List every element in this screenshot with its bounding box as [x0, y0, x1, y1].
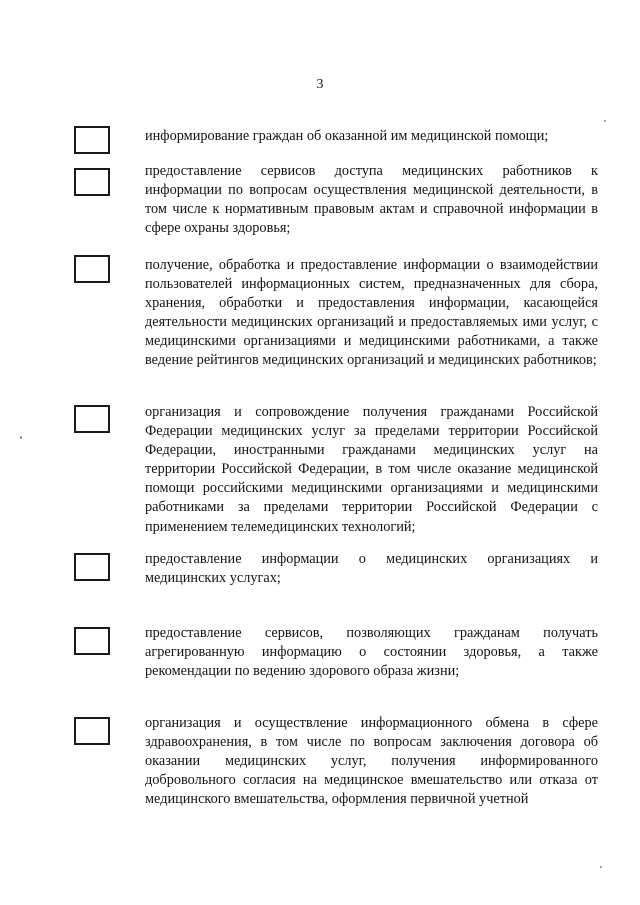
- item-text: предоставление информации о медицинских организациях и медицинских услугах;: [145, 551, 598, 587]
- item-text: получение, обработка и предоставление информации о взаимодействии пользователей информационных систем, предназначенных для сбора, хранения, обработки и предоставления информации, касающейся деятельности медицинских организаций и предоставляемых ими услуг, с медицинскими организациями и медицинскими работниками, а также ведение рейтингов медицинских организаций и медицинских работников;: [145, 257, 598, 369]
- scan-speck: [604, 120, 606, 122]
- item-checkbox[interactable]: [74, 126, 110, 154]
- item-text: предоставление сервисов, позволяющих гражданам получать агрегированную информацию о состоянии здоровья, а также рекомендации по ведению здорового образа жизни;: [145, 625, 598, 680]
- item-text: организация и сопровождение получения гражданами Российской Федерации медицинских услуг за пределами территории Российской Федерации, иностранными гражданами медицинских услуг на территории Российской Федерации, в том числе оказание медицинской помощи российскими медицинскими организациями и медицинскими работниками за пределами территории Российской Федерации с применением телемедицинских технологий;: [145, 404, 598, 535]
- scan-speck: [20, 436, 22, 439]
- item-checkbox[interactable]: [74, 717, 110, 745]
- item-checkbox[interactable]: [74, 553, 110, 581]
- item-text: предоставление сервисов доступа медицинских работников к информации по вопросам осуществления медицинской деятельности, в том числе к нормативным правовым актам и справочной информации в сфере охраны здоровья;: [145, 163, 598, 237]
- item-checkbox[interactable]: [74, 627, 110, 655]
- scan-speck: [600, 866, 602, 868]
- item-checkbox[interactable]: [74, 168, 110, 196]
- item-text: информирование граждан об оказанной им медицинской помощи;: [145, 128, 549, 144]
- item-checkbox[interactable]: [74, 405, 110, 433]
- page-number: 3: [316, 77, 324, 92]
- item-checkbox[interactable]: [74, 255, 110, 283]
- item-text: организация и осуществление информационного обмена в сфере здравоохранения, в том числе по вопросам заключения договора об оказании медицинских услуг, получения информированного добровольного согласия на медицинское вмешательство или отказа от медицинского вмешательства, оформления первичной учетной: [145, 715, 598, 808]
